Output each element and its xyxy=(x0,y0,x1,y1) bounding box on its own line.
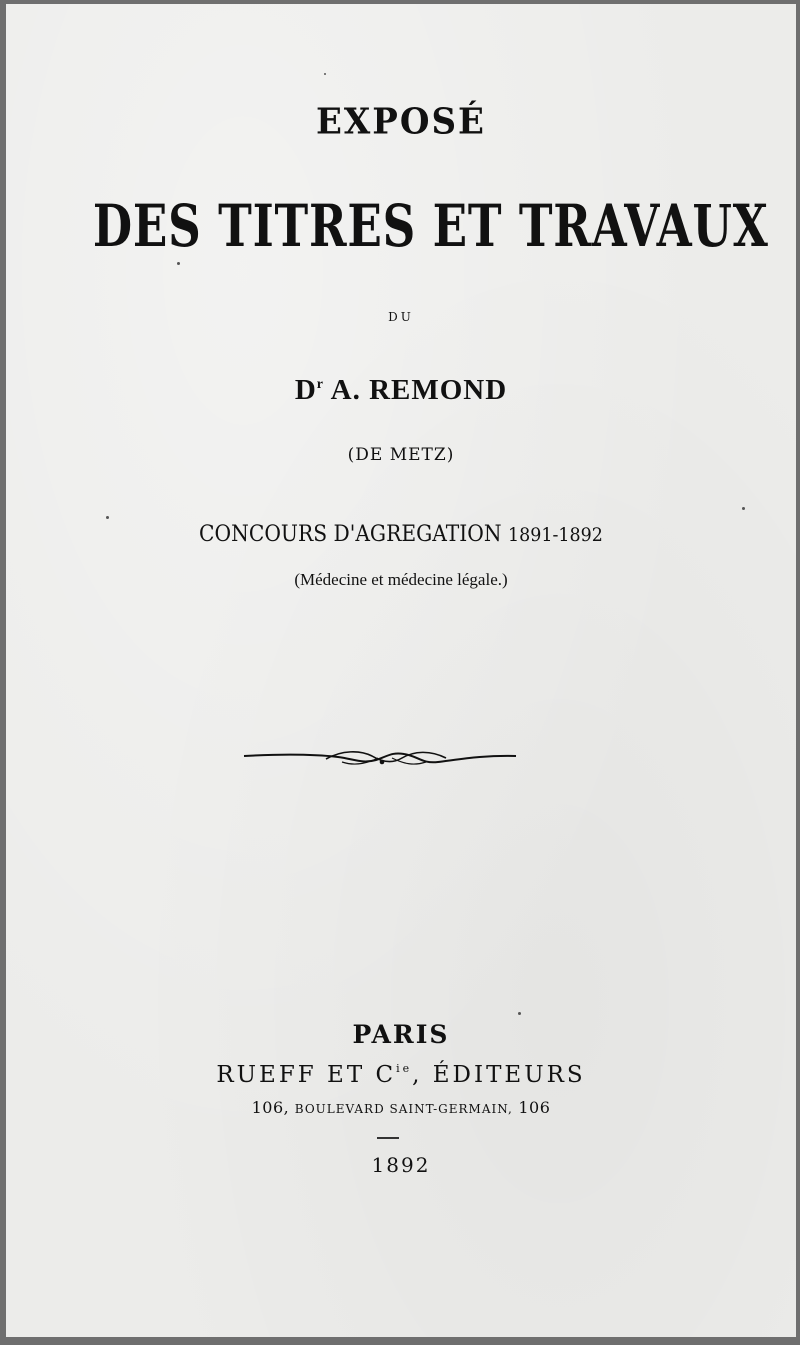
short-rule xyxy=(377,1137,399,1139)
paper-speck xyxy=(106,516,109,519)
paper-speck xyxy=(742,507,745,510)
imprint-city: PARIS xyxy=(352,1020,450,1049)
title-page xyxy=(6,4,796,1337)
ornament-divider xyxy=(242,742,518,772)
address-street: BOULEVARD SAINT-GERMAIN, xyxy=(294,1102,513,1116)
imprint-publisher xyxy=(6,1062,796,1088)
publisher-suffix: , ÉDITEURS xyxy=(412,1062,586,1088)
address-number-start: 106, xyxy=(251,1098,290,1117)
imprint-address xyxy=(6,1098,796,1117)
imprint-year: 1892 xyxy=(371,1153,431,1177)
paper-speck xyxy=(177,262,180,265)
publisher-prefix: RUEFF ET C xyxy=(216,1062,397,1088)
subject-line: (Médecine et médecine légale.) xyxy=(294,570,508,589)
author-prefix-sup: r xyxy=(316,377,324,392)
publisher-sup: ie xyxy=(396,1062,413,1075)
paper-speck xyxy=(518,1012,521,1015)
concours-line xyxy=(38,522,765,547)
concours-years: 1891-1892 xyxy=(508,524,603,546)
main-title: DES TITRES ET TRAVAUX xyxy=(92,192,769,260)
heading-expose: EXPOSÉ xyxy=(316,101,486,143)
paper-speck xyxy=(324,73,326,75)
author-name xyxy=(6,374,796,407)
preposition-du: DU xyxy=(388,310,414,324)
author-surname: A. REMOND xyxy=(330,374,508,406)
author-origin: (DE METZ) xyxy=(347,445,455,465)
author-prefix: D xyxy=(294,374,317,406)
address-number-end: 106 xyxy=(518,1098,551,1117)
concours-label: CONCOURS D'AGREGATION xyxy=(199,522,502,547)
